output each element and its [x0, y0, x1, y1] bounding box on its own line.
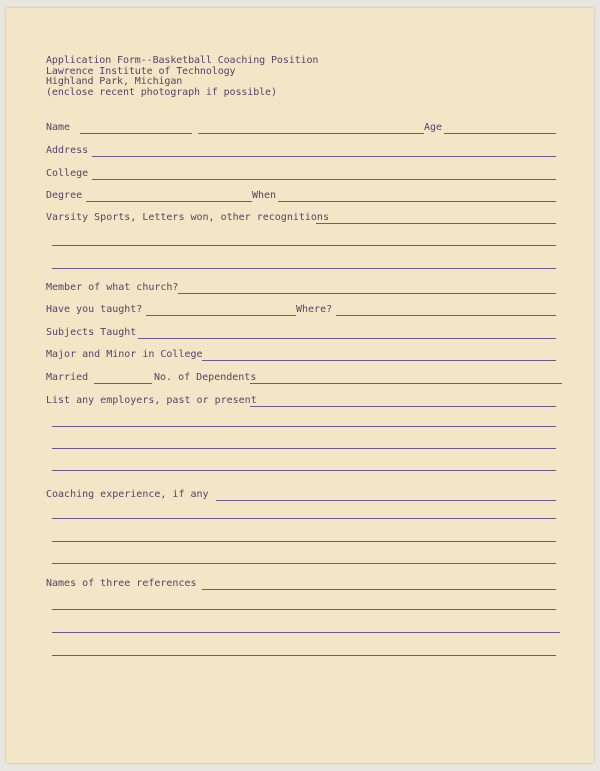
church-row [46, 282, 556, 296]
degree-field[interactable] [86, 201, 252, 202]
form-title: Application Form--Basketball Coaching Position [46, 55, 319, 66]
subjects-row [46, 327, 556, 341]
employers-line-2[interactable] [52, 426, 556, 427]
coaching-field[interactable] [216, 500, 556, 501]
church-label: Member of what church? [46, 282, 179, 293]
institution-location: Highland Park, Michigan [46, 76, 183, 88]
dependents-label: No. of Dependents [154, 372, 257, 383]
address-field[interactable] [92, 156, 556, 157]
taught-field[interactable] [146, 315, 296, 316]
varsity-line-2[interactable] [52, 245, 556, 246]
degree-row [46, 190, 556, 204]
college-row [46, 168, 556, 182]
major-row [46, 349, 556, 363]
degree-label: Degree [46, 190, 83, 201]
married-label: Married [46, 372, 89, 383]
varsity-row [46, 212, 556, 226]
major-label: Major and Minor in College [46, 349, 203, 360]
varsity-label: Varsity Sports, Letters won, other recognitions [46, 212, 329, 223]
references-line-3[interactable] [52, 632, 560, 633]
references-label: Names of three references [46, 578, 197, 589]
employers-line-4[interactable] [52, 470, 556, 471]
references-row [46, 578, 556, 592]
coaching-line-4[interactable] [52, 563, 556, 564]
subjects-label: Subjects Taught [46, 327, 137, 338]
coaching-label: Coaching experience, if any [46, 489, 209, 500]
when-field[interactable] [278, 201, 556, 202]
when-label: When [252, 190, 277, 201]
address-label: Address [46, 145, 89, 156]
name-field[interactable] [80, 133, 192, 134]
college-label: College [46, 168, 89, 179]
taught-label: Have you taught? [46, 304, 143, 315]
institution-name: Lawrence Institute of Technology [46, 65, 236, 77]
age-field[interactable] [444, 133, 556, 134]
name-row [46, 122, 556, 136]
coaching-row [46, 489, 556, 503]
subjects-field[interactable] [138, 338, 556, 339]
major-field[interactable] [202, 360, 556, 361]
married-row [46, 372, 562, 386]
coaching-line-3[interactable] [52, 541, 556, 542]
varsity-field[interactable] [316, 223, 556, 224]
form-header [46, 56, 318, 98]
name-label: Name [46, 122, 71, 133]
coaching-line-2[interactable] [52, 518, 556, 519]
taught-row [46, 304, 556, 318]
where-label: Where? [296, 304, 333, 315]
name-field-2[interactable] [198, 133, 424, 134]
photo-instruction: (enclose recent photograph if possible) [46, 86, 277, 98]
married-field[interactable] [94, 383, 152, 384]
employers-line-3[interactable] [52, 448, 556, 449]
church-field[interactable] [178, 293, 556, 294]
where-field[interactable] [336, 315, 556, 316]
dependents-field[interactable] [250, 383, 562, 384]
varsity-line-3[interactable] [52, 268, 556, 269]
employers-label: List any employers, past or present [46, 395, 257, 406]
references-field[interactable] [202, 589, 556, 590]
college-field[interactable] [92, 179, 556, 180]
references-line-2[interactable] [52, 609, 556, 610]
address-row [46, 145, 556, 159]
employers-row [46, 395, 556, 409]
references-line-4[interactable] [52, 655, 556, 656]
employers-field[interactable] [250, 406, 556, 407]
age-label: Age [424, 122, 443, 133]
